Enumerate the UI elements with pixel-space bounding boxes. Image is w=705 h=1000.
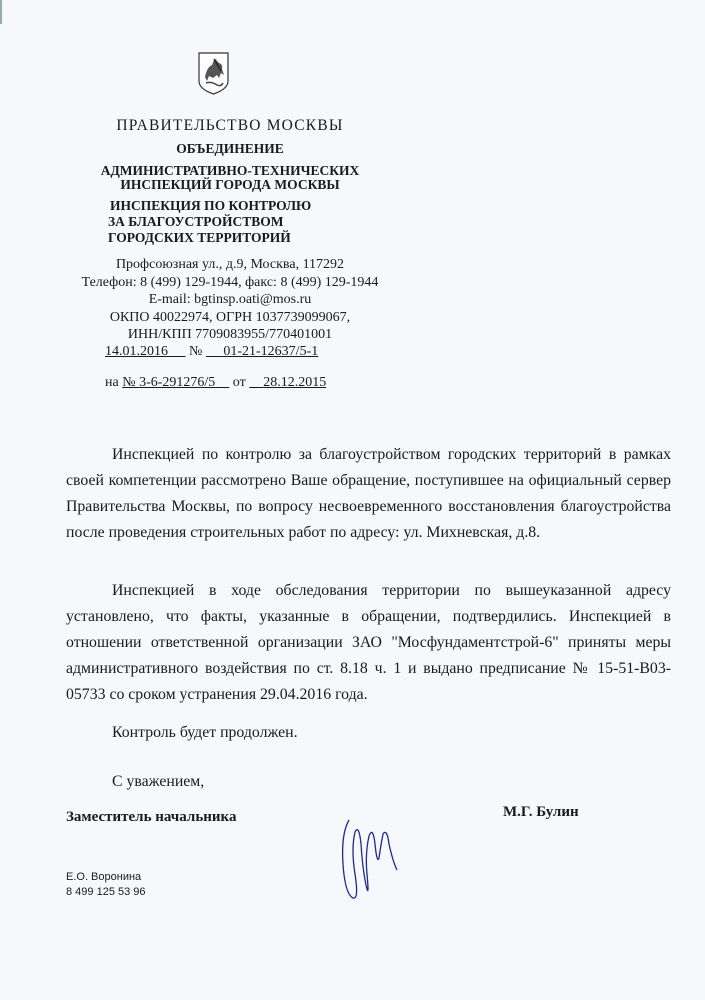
closing-salutation: С уважением, xyxy=(112,773,205,790)
inspection-line1: ИНСПЕКЦИЯ ПО КОНТРОЛЮ xyxy=(110,198,312,213)
reply-from: от xyxy=(232,375,246,390)
moscow-coat-of-arms-icon xyxy=(197,51,230,95)
union-name-line2: ИНСПЕКЦИЙ ГОРОДА МОСКВЫ xyxy=(120,177,340,192)
reply-number: № 3-6-291276/5 xyxy=(122,375,216,390)
government-title: ПРАВИТЕЛЬСТВО МОСКВЫ xyxy=(116,117,344,134)
reply-reference xyxy=(105,375,326,391)
handwritten-signature-icon xyxy=(333,814,403,904)
executor-block xyxy=(66,870,146,900)
signatory-position: Заместитель начальника xyxy=(66,809,237,825)
inn-kpp: ИНН/КПП 7709083955/770401001 xyxy=(127,327,333,342)
inspection-line2: ЗА БЛАГОУСТРОЙСТВОМ xyxy=(108,214,284,229)
outgoing-date: 14.01.2016 xyxy=(105,344,168,359)
union-name-line1: АДМИНИСТРАТИВНО-ТЕХНИЧЕСКИХ xyxy=(100,163,360,178)
contact-block xyxy=(60,256,400,344)
phone-fax: Телефон: 8 (499) 129-1944, факс: 8 (499) 129-1944 xyxy=(81,274,379,290)
executor-phone: 8 499 125 53 96 xyxy=(66,886,146,898)
reply-date: 28.12.2015 xyxy=(263,375,327,390)
reply-prefix: на xyxy=(105,375,119,390)
registry-codes: ОКПО 40022974, ОГРН 1037739099067, xyxy=(109,309,351,325)
outgoing-number: 01-21-12637/5-1 xyxy=(223,344,319,359)
executor-name: Е.О. Воронина xyxy=(66,871,142,883)
inspection-line3: ГОРОДСКИХ ТЕРРИТОРИЙ xyxy=(108,230,291,245)
body-paragraph-2: Инспекцией в ходе обследования территории по вышеуказанной адресу установлено, что факты, указанные в обращении, подтвердились. Инспекцией в отношении ответственной организации ЗАО "Мосфундаментстрой-6" приняты меры административного воздействия по ст. 8.18 ч. 1 и выдано предписание № 15-51-В03-05733 со сроком устранения 29.04.2016 года. xyxy=(66,582,671,703)
union-title: ОБЪЕДИНЕНИЕ xyxy=(176,141,284,156)
body-paragraph-1: Инспекцией по контролю за благоустройством городских территорий в рамках своей компетенции рассмотрено Ваше обращение, поступившее на официальный сервер Правительства Москвы, по вопросу несвоевременного восстановления благоустройства после проведения строительных работ по адресу: ул. Михневская, д.8. xyxy=(66,446,671,541)
inspection-name xyxy=(108,198,311,246)
body-paragraph-3: Контроль будет продолжен. xyxy=(112,724,298,741)
page-edge-mark xyxy=(0,0,2,24)
outgoing-registration xyxy=(105,344,318,360)
email: E-mail: bgtinsp.oati@mos.ru xyxy=(148,292,312,307)
signatory-name: М.Г. Булин xyxy=(503,804,579,820)
number-sign: № xyxy=(189,344,203,359)
address: Профсоюзная ул., д.9, Москва, 117292 xyxy=(115,257,345,272)
